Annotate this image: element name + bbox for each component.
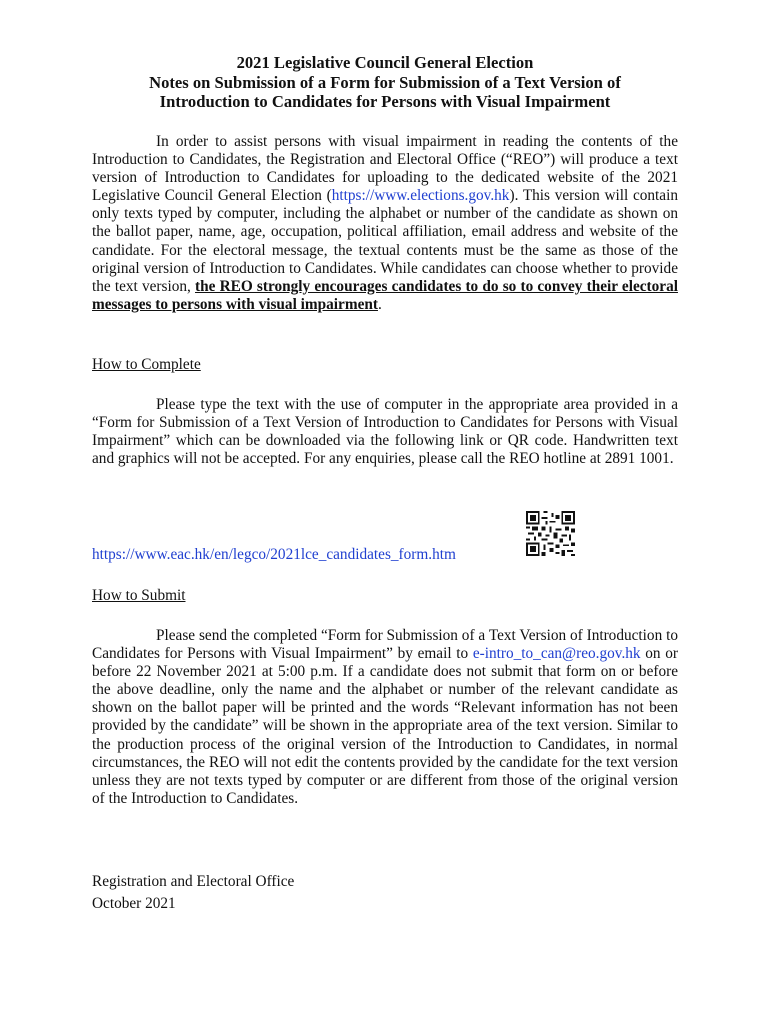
submission-email-link[interactable]: e-intro_to_can@reo.gov.hk: [472, 645, 641, 663]
intro-text-1: In order to assist persons with visual impairment in reading the contents of the Introduction to Candidates, the Registration and Electoral Office (“REO”) will produce a text version of Introduction to Candidates for uploading to the dedicated website of the 2021 Legislative Council General Election (: [92, 133, 678, 205]
form-download-link[interactable]: https://www.eac.hk/en/legco/2021lce_candidates_form.htm: [92, 546, 456, 563]
intro-paragraph: [92, 133, 678, 314]
signature-date: October 2021: [92, 895, 176, 912]
how-to-complete-paragraph: Please type the text with the use of computer in the appropriate area provided in a “Form for Submission of a Text Version of Introduction to Candidates for Persons with Visual Impairment” which can be downloaded via the following link or QR code. Handwritten text and graphics will not be accepted. For any enquiries, please call the REO hotline at 2891 1001.: [92, 396, 678, 468]
title-line-2: Notes on Submission of a Form for Submission of a Text Version of: [149, 72, 621, 92]
intro-emphasis: the REO strongly encourages candidates to do so to convey their electoral messages to persons with visual impairment: [92, 277, 678, 313]
elections-website-link[interactable]: https://www.elections.gov.hk: [331, 187, 510, 205]
submit-text-1: Please send the completed “Form for Submission of a Text Version of Introduction to Candidates for Persons with Visual Impairment” by email to: [92, 627, 678, 663]
title-line-1: 2021 Legislative Council General Election: [236, 53, 534, 72]
how-to-submit-paragraph: [92, 627, 678, 808]
submit-text-2: on or before 22 November 2021 at 5:00 p.m. If a candidate does not submit that form on or before the above deadline, only the name and the alphabet or number of the relevant candidate as shown on the ballot paper will be printed and the words “Relevant information has not been provided by the candidate” will be shown in the appropriate area of the text version. Similar to the production process of the original version of the Introduction to Candidates, in normal circumstances, the REO will not edit the contents provided by the candidate for the text version unless they are not texts typed by computer or are different from those of the original version of the Introduction to Candidates.: [92, 645, 678, 807]
signature-office: Registration and Electoral Office: [92, 873, 295, 890]
intro-text-2: ). This version will contain only texts typed by computer, including the alphabet or number of the candidate as shown on the ballot paper, name, age, occupation, political affiliation, email address and website of the candidate. For the electoral message, the textual contents must be the same as those of the original version of Introduction to Candidates. While candidates can choose whether to provide the text version,: [92, 187, 678, 295]
intro-text-3: .: [377, 295, 382, 313]
how-to-complete-heading: How to Complete: [92, 356, 201, 373]
qr-code-icon[interactable]: [526, 511, 575, 556]
how-to-submit-heading: How to Submit: [92, 587, 186, 604]
title-line-3: Introduction to Candidates for Persons with Visual Impairment: [159, 92, 611, 111]
document-title: [80, 53, 690, 112]
